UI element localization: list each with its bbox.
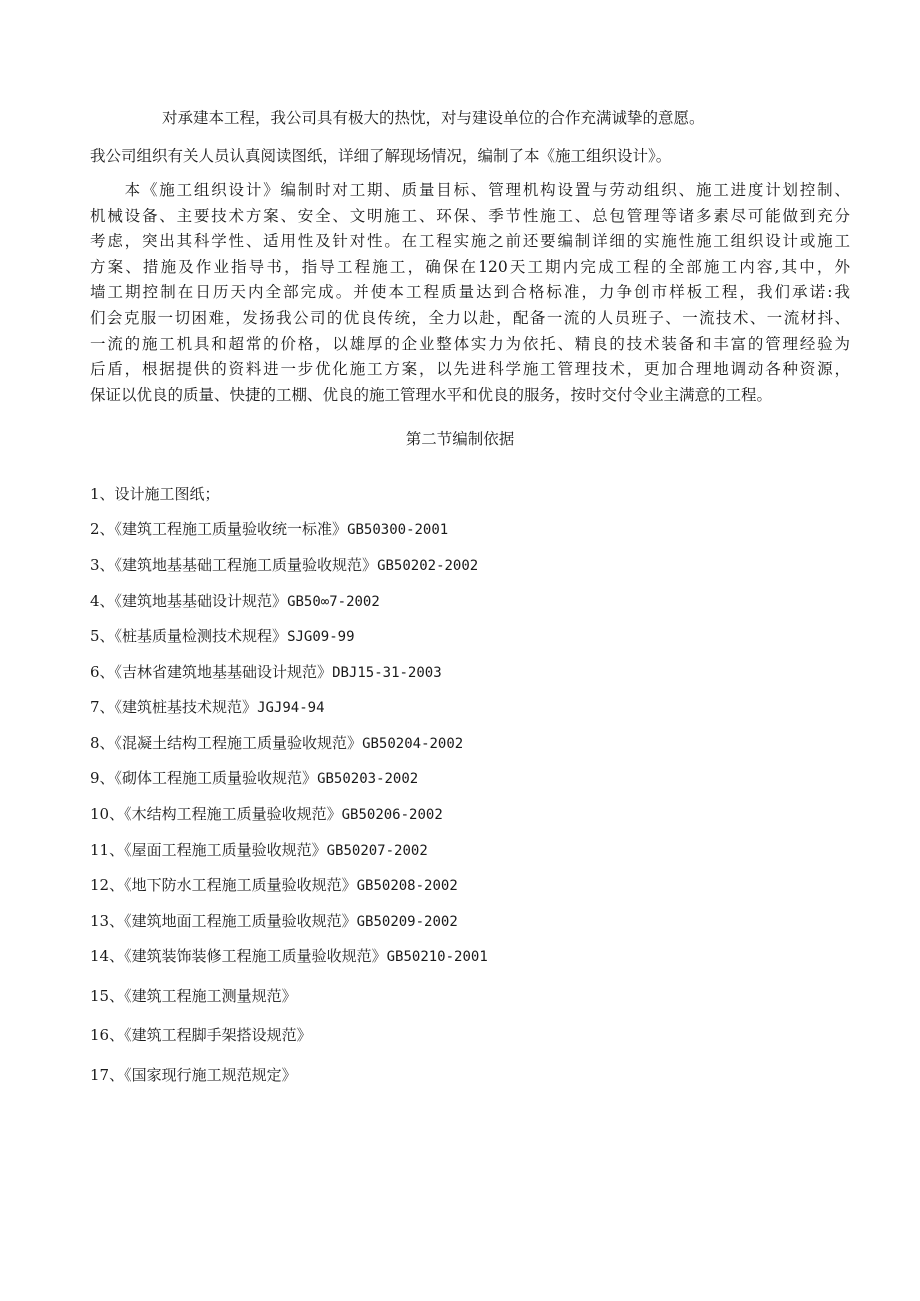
reference-number: 7、 [90,698,115,716]
reference-number: 16、 [90,1026,125,1044]
reference-code: GB50203-2002 [317,771,419,787]
reference-code: GB50206-2002 [341,807,443,823]
body-line: 们会克服一切困难，发扬我公司的优良传统，全力以赴，配备一流的人员班子、一流技术、一流材抖、 [90,308,850,327]
reference-item [90,1064,297,1085]
reference-item [90,483,220,504]
reference-title: 《屋面工程施工质量验收规范》 [124,841,327,859]
intro-line-2: 我公司组织有关人员认真阅读图纸，详细了解现场情况，编制了本《施工组织设计》。 [90,147,672,165]
reference-number: 6、 [90,663,115,681]
reference-code: GB50204-2002 [362,736,464,752]
reference-title: 《砌体工程施工质量验收规范》 [114,769,318,787]
reference-title: 《混凝土结构工程施工质量验收规范》 [114,734,363,752]
reference-title: 《吉林省建筑地基基础设计规范》 [114,663,333,681]
reference-number: 13、 [90,912,125,930]
body-line: 墙工期控制在日历天内全部完成。并使本工程质量达到合格标准，力争创市样板工程，我们承诺:我 [90,283,850,302]
reference-item [90,945,488,966]
reference-item [90,696,325,717]
reference-title: 设计施工图纸； [114,485,220,503]
body-line: 保证以优良的质量、快捷的工棚、优良的施工管理水平和优良的服务，按时交付令业主满意的工程。 [90,385,773,404]
reference-item [90,554,478,575]
body-line: 后盾，根据提供的资料进一步优化施工方案，以先进科学施工管理技术，更加合理地调动各种资源， [90,360,850,379]
intro-line-1: 对承建本工程，我公司具有极大的热忱，对与建设单位的合作充满诚挚的意愿。 [162,109,705,127]
reference-code: GB50209-2002 [356,914,458,930]
reference-title: 《木结构工程施工质量验收规范》 [124,805,342,823]
reference-number: 3、 [90,556,115,574]
reference-number: 8、 [90,734,115,752]
reference-title: 《地下防水工程施工质量验收规范》 [124,876,357,894]
reference-title: 《建筑工程施工测量规范》 [124,987,297,1005]
reference-title: 《国家现行施工规范规定》 [124,1066,297,1084]
reference-item [90,732,463,753]
reference-number: 14、 [90,947,125,965]
reference-item [90,985,297,1006]
reference-number: 2、 [90,520,115,538]
reference-number: 5、 [90,627,115,645]
reference-title: 《建筑工程脚手架搭设规范》 [124,1026,312,1044]
reference-code: GB50208-2002 [356,878,458,894]
body-paragraph [90,178,850,408]
reference-code: GB50210-2001 [386,949,488,965]
reference-code: SJG09-99 [287,629,355,645]
body-line: 一流的施工机具和超常的价格，以雄厚的企业整体实力为依托、精良的技术装备和丰富的管理经验为 [90,334,850,353]
reference-number: 17、 [90,1066,125,1084]
reference-item [90,874,458,895]
reference-code: GB50∞7-2002 [287,594,380,610]
reference-item [90,910,458,931]
reference-number: 10、 [90,805,125,823]
reference-code: JGJ94-94 [257,700,325,716]
reference-number: 15、 [90,987,125,1005]
reference-item [90,518,448,539]
reference-code: GB50202-2002 [377,558,479,574]
reference-title: 《建筑装饰装修工程施工质量验收规范》 [124,947,387,965]
reference-title: 《建筑地面工程施工质量验收规范》 [124,912,357,930]
reference-code: GB50300-2001 [347,522,449,538]
body-line: 机械设备、主要技术方案、安全、文明施工、环保、季节性施工、总包管理等诸多素尽可能做到充分 [90,206,850,225]
body-line: 考虑，突出其科学性、适用性及针对性。在工程实施之前还要编制详细的实施性施工组织设计或施工 [90,232,850,251]
reference-number: 11、 [90,841,125,859]
reference-item [90,590,380,611]
reference-code: GB50207-2002 [326,843,428,859]
reference-item [90,839,428,860]
body-line: 本《施工组织设计》编制时对工期、质量目标、管理机构设置与劳动组织、施工进度计划控制、 [90,181,850,199]
reference-title: 《建筑地基基础设计规范》 [114,592,288,610]
reference-item [90,625,355,646]
reference-item [90,767,418,788]
reference-title: 《桩基质量检测技术规程》 [114,627,288,645]
reference-code: DBJ15-31-2003 [332,665,442,681]
reference-title: 《建筑桩基技术规范》 [114,698,258,716]
reference-item [90,661,442,682]
reference-number: 1、 [90,485,115,503]
reference-number: 4、 [90,592,115,610]
reference-number: 12、 [90,876,125,894]
reference-item [90,1024,312,1045]
reference-number: 9、 [90,769,115,787]
reference-title: 《建筑地基基础工程施工质量验收规范》 [114,556,378,574]
reference-item [90,803,443,824]
reference-title: 《建筑工程施工质量验收统一标准》 [114,520,348,538]
section-title: 第二节编制依据 [405,430,515,448]
body-line: 方案、措施及作业指导书，指导工程施工，确保在120天工期内完成工程的全部施工内容,其中，外 [90,257,850,276]
